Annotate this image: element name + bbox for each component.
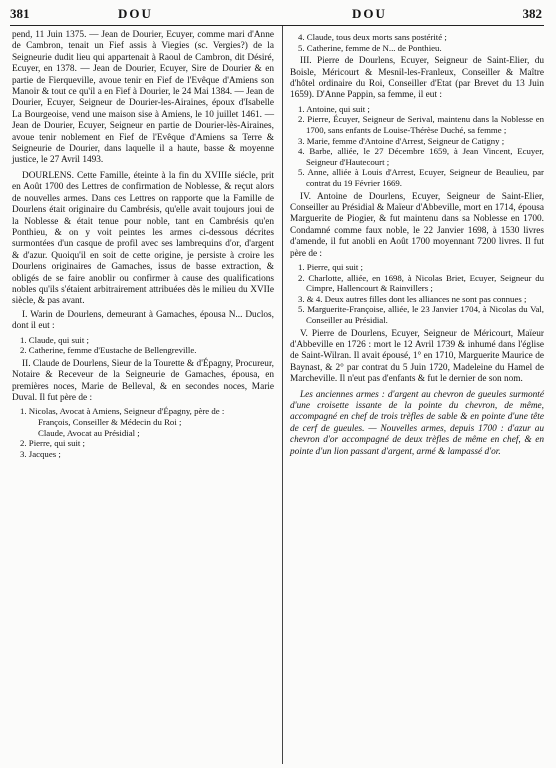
left-column <box>12 30 274 462</box>
list-item: 2. Charlotte, alliée, en 1698, à Nicolas Briet, Ecuyer, Seigneur du Cimpre, Hallencourt & Rainvillers ; <box>298 272 544 294</box>
running-title-right: DOU <box>352 6 387 21</box>
list-item: 1. Antoine, qui suit ; <box>298 103 370 114</box>
generation-2-children-list <box>12 406 274 459</box>
generation-4-children-list <box>290 262 544 326</box>
dourier-continuation-paragraph: pend, 11 Juin 1375. — Jean de Dourier, Ecuyer, comme mari d'Anne de Cambron, tenait un Fief assis à Viegies (sc. Vergies?) de la Seigneurie dudit lieu qui appartenait à Raoul de Cambron, dit Désiré, Ecuyer, en 1378. — Jean de Dourier, Ecuyer, Sire de Dourier & en partie de Fierqueville, avoue tenir en Fief de l'Evêque d'Amiens son Manoir & tout ce qu'il a en Fief à Dourier, le 24 Mai 1384. — Jean de Dourier, Ecuyer, Seigneur de Dourier-les-Airaines, époux d'Isabelle La Bourgeoise, vend une maison sise à Amiens, le 10 juillet 1461. — Jean de Dourier, Ecuyer, Seigneur en partie de Dourier-lès-Airaines, avoue tenir noblement en Fief de l'Evêque d'Amiens sa Terre & Seigneurie de Dourier, dans laquelle il a haute, basse & moyenne justice, le 27 Avril 1493. <box>12 30 274 166</box>
list-subitem: Claude, Avocat au Présidial ; <box>38 427 140 438</box>
page-number-right: 382 <box>522 6 542 21</box>
list-item: 1. Pierre, qui suit ; <box>298 262 363 272</box>
list-item: 2. Pierre, Écuyer, Seigneur de Serival, maintenu dans la Noblesse en 1700, sans enfants de Louise-Thérèse Duché, sa femme ; <box>298 114 544 135</box>
column-divider <box>282 26 283 764</box>
list-item: 5. Anne, alliée à Louis d'Arrest, Ecuyer, Seigneur de Beaulieu, par contrat du 19 Février 1669. <box>298 167 544 188</box>
list-item: 2. Pierre, qui suit ; <box>20 438 85 449</box>
header-rule <box>10 25 544 26</box>
running-header <box>0 6 556 24</box>
running-title-left: DOU <box>118 6 153 21</box>
generation-2-children-continued-list <box>290 32 544 53</box>
right-column <box>290 30 544 460</box>
list-subitem: François, Conseiller & Médecin du Roi ; <box>38 416 182 427</box>
generation-4-paragraph: IV. Antoine de Dourlens, Ecuyer, Seigneur de Saint-Elier, Conseiller au Présidial & Maïeur d'Abbeville, mort en 1714, épousa Marguerite de Piogier, & fut maintenu dans sa Noblesse en 1700. Condamné comme faux noble, le 22 Janvier 1698, à 1530 livres d'amende, il fut anobli en Août 1700 moyennant 7200 livres. Il fut père de : <box>290 191 544 259</box>
list-item: 2. Catherine, femme d'Eustache de Bellengreville. <box>20 345 197 356</box>
generation-3-children-list <box>290 104 544 189</box>
list-item: 4. Barbe, alliée, le 27 Décembre 1659, à Jean Vincent, Ecuyer, Seigneur d'Hautecourt ; <box>298 146 544 167</box>
list-item: 4. Claude, tous deux morts sans postérité ; <box>298 32 447 42</box>
list-item: 3. Jacques ; <box>20 448 61 459</box>
list-item: 3. Marie, femme d'Antoine d'Arrest, Seigneur de Catigny ; <box>298 135 505 146</box>
list-item: 5. Marguerite-Françoise, alliée, le 23 Janvier 1704, à Nicolas du Val, Conseiller au Présidial. <box>298 304 544 325</box>
coat-of-arms-paragraph: Les anciennes armes : d'argent au chevron de gueules surmonté d'une croisette issante de la pointe du chevron, de même, accompagné en chef de trois trèfles de sable & en pointe d'une tête de cerf de gueules. — Nouvelles armes, depuis 1700 : d'azur au chevron d'or accompagné de deux trèfles de même en chef, & en pointe d'un lion passant d'argent, armé & lampassé d'or. <box>290 389 544 457</box>
dourlens-intro-paragraph: DOURLENS. Cette Famille, éteinte à la fin du XVIIIe siécle, prit en Août 1700 des Lettres de confirmation de Noblesse, & reçut alors de nouvelles armes. Dans ces Lettres on rapporte que la Famille de Dourlens était originaire du Cambrésis, qu'elle avait toujours joui de la Noblesse & était tenue pour noble, tant en Cambrésis qu'en Ponthieu, & on y voit peintes les armes ci-dessous décrites surmontées d'un casque de profil avec ses lambrequins d'or, d'argent & d'azur. Quoiqu'il en soit de cette origine, je persiste à croire les Dourlens originaires de Gamaches, issus de basse extraction, & obligés de se faire anoblir ou confirmer à cause des qualifications nobles qu'ils s'étaient arbitrairement attribuées dès le milieu du XVIIe siècle, & pas avant. <box>12 170 274 307</box>
generation-5-paragraph: V. Pierre de Dourlens, Ecuyer, Seigneur de Méricourt, Maïeur d'Abbeville en 1726 : mort le 12 Avril 1739 & inhumé dans l'église de Saint-Wilran. Il avait épousé, 1° en 1710, Marguerite Maurice de Baynast, & 2° par contrat du 5 Juin 1720, Madeleine du Hamel de Marcheville. Il n'eut pas d'enfants & fut le dernier de son nom. <box>290 328 544 385</box>
generation-1-children-list <box>12 335 274 356</box>
generation-3-paragraph: III. Pierre de Dourlens, Ecuyer, Seigneur de Saint-Elier, du Boisle, Méricourt & Mesnil-les-Franleux, Conseiller & Maître d'hôtel ordinaire du Roi, Conseiller d'Etat (par Brevet du 13 Juin 1659). D'Anne Pappin, sa femme, il eut : <box>290 56 544 101</box>
list-item: 3. & 4. Deux autres filles dont les alliances ne sont pas connues ; <box>298 293 527 304</box>
generation-1-paragraph: I. Warin de Dourlens, demeurant à Gamaches, épousa N... Duclos, dont il eut : <box>12 309 274 332</box>
list-item: 1. Claude, qui suit ; <box>20 334 89 345</box>
list-item: 1. Nicolas, Avocat à Amiens, Seigneur d'Épagny, père de : <box>20 406 225 417</box>
generation-2-paragraph: II. Claude de Dourlens, Sieur de la Tourette & d'Épagny, Procureur, Notaire & Receveur de la Seigneurie de Gamaches, épousa, en premières noces, Marie de Belleval, & en secondes noces, Marie Duval. Il fut père de : <box>12 358 274 403</box>
page-number-left: 381 <box>10 6 30 21</box>
list-item: 5. Catherine, femme de N... de Ponthieu. <box>298 42 442 53</box>
